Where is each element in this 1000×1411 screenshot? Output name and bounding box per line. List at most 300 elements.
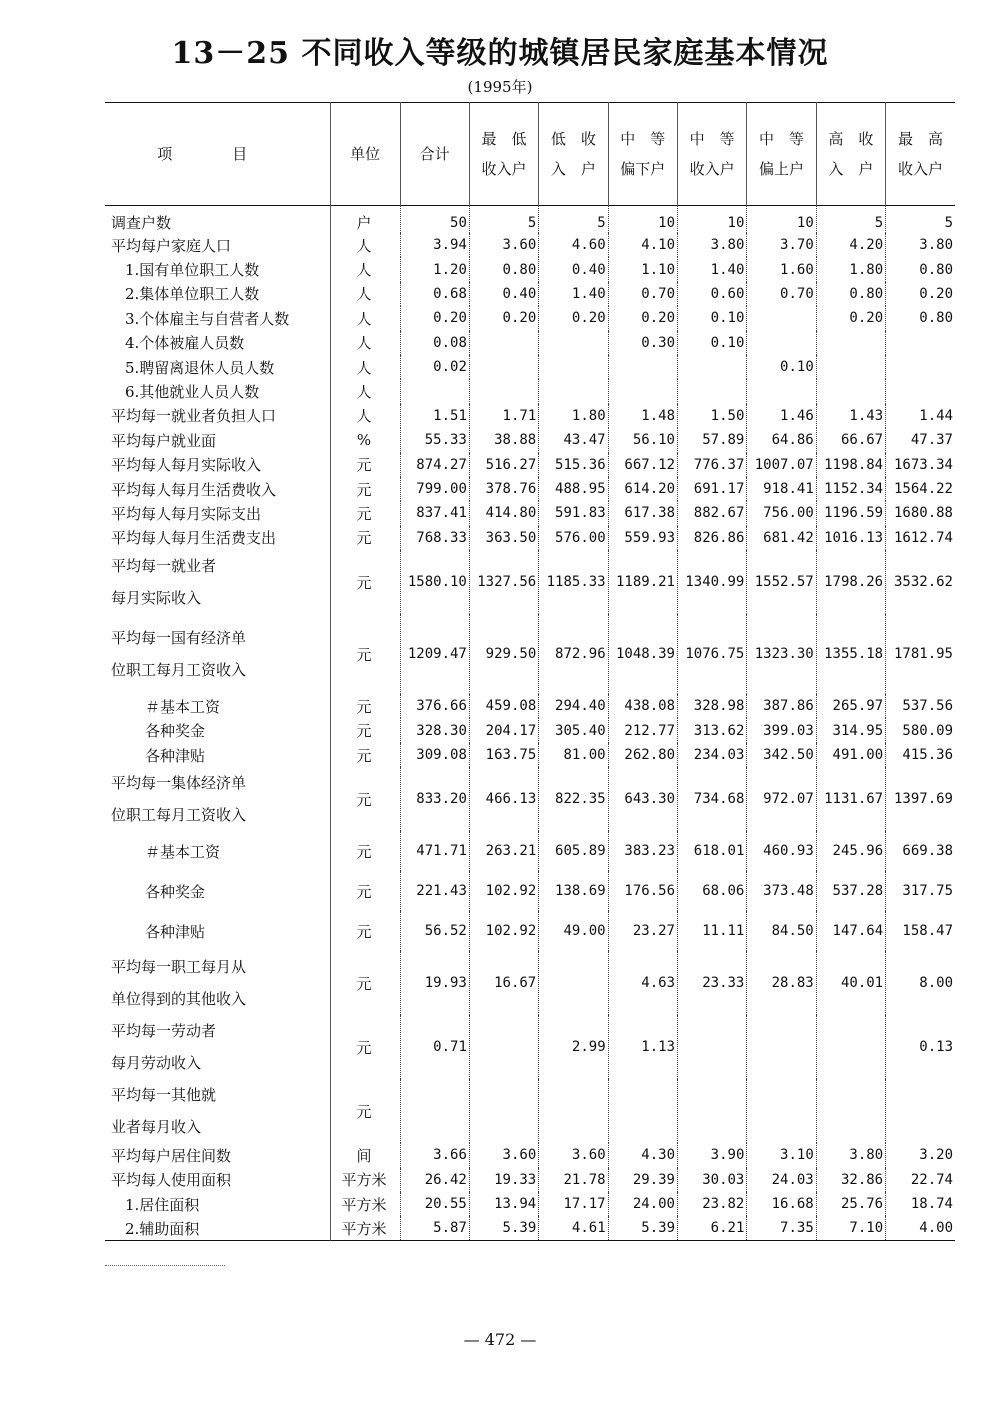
page-number: — 472 — — [463, 1330, 537, 1349]
row-unit: 平方米 — [330, 1168, 400, 1192]
value-cell: 1076.75 — [678, 614, 747, 694]
value-cell: 667.12 — [608, 453, 677, 477]
value-cell: 102.92 — [469, 871, 538, 911]
row-label: 平均每一劳动者 每月劳动收入 — [111, 1022, 217, 1073]
row-label: 平均每户家庭人口 — [111, 236, 232, 255]
value-cell: 19.93 — [400, 951, 469, 1015]
value-cell: 799.00 — [400, 477, 469, 501]
row-label: 平均每人每月生活费支出 — [111, 529, 277, 548]
value-cell: 221.43 — [400, 871, 469, 911]
value-cell: 50 — [400, 206, 469, 234]
value-cell: 537.28 — [816, 871, 885, 911]
value-cell — [608, 355, 677, 379]
value-cell: 309.08 — [400, 743, 469, 767]
row-label: 平均每一就业者负担人口 — [111, 407, 277, 426]
value-cell: 756.00 — [747, 501, 816, 525]
value-cell: 342.50 — [747, 743, 816, 767]
row-label: 各种奖金 — [145, 882, 206, 901]
value-cell: 0.70 — [608, 282, 677, 306]
value-cell: 1152.34 — [816, 477, 885, 501]
footnote-divider — [105, 1265, 225, 1266]
row-label: 4.个体被雇人员数 — [125, 334, 245, 353]
row-unit: 人 — [330, 355, 400, 379]
value-cell: 691.17 — [678, 477, 747, 501]
value-cell: 591.83 — [539, 501, 608, 525]
value-cell: 1397.69 — [886, 767, 955, 831]
value-cell: 605.89 — [539, 831, 608, 871]
row-unit: 元 — [330, 951, 400, 1015]
value-cell: 7.35 — [747, 1216, 816, 1240]
row-unit: 元 — [330, 550, 400, 614]
value-cell: 1323.30 — [747, 614, 816, 694]
value-cell: 245.96 — [816, 831, 885, 871]
header-col-6: 高 收 入 户 — [816, 103, 885, 206]
value-cell: 0.02 — [400, 355, 469, 379]
value-cell: 55.33 — [400, 428, 469, 452]
value-cell: 81.00 — [539, 743, 608, 767]
header-col-0: 合计 — [400, 103, 469, 206]
row-unit: 平方米 — [330, 1216, 400, 1240]
value-cell: 414.80 — [469, 501, 538, 525]
value-cell: 263.21 — [469, 831, 538, 871]
value-cell: 314.95 — [816, 718, 885, 742]
value-cell: 3.90 — [678, 1143, 747, 1167]
value-cell: 4.61 — [539, 1216, 608, 1240]
value-cell: 0.80 — [816, 282, 885, 306]
value-cell: 438.08 — [608, 694, 677, 718]
value-cell: 1564.22 — [886, 477, 955, 501]
value-cell: 1048.39 — [608, 614, 677, 694]
value-cell: 826.86 — [678, 526, 747, 550]
value-cell: 204.17 — [469, 718, 538, 742]
table-row — [105, 767, 955, 831]
row-label: 调查户数 — [111, 214, 172, 232]
value-cell: 26.42 — [400, 1168, 469, 1192]
value-cell: 387.86 — [747, 694, 816, 718]
value-cell: 0.10 — [678, 306, 747, 330]
value-cell: 0.71 — [400, 1015, 469, 1079]
value-cell: 399.03 — [747, 718, 816, 742]
value-cell — [469, 355, 538, 379]
row-unit: % — [330, 428, 400, 452]
value-cell — [816, 379, 885, 403]
value-cell — [747, 1079, 816, 1143]
value-cell — [747, 1015, 816, 1079]
value-cell: 515.36 — [539, 453, 608, 477]
value-cell: 2.99 — [539, 1015, 608, 1079]
value-cell: 4.10 — [608, 233, 677, 257]
value-cell: 10 — [678, 206, 747, 234]
value-cell: 317.75 — [886, 871, 955, 911]
table-row — [105, 911, 955, 951]
year-subtitle: (1995年) — [467, 78, 533, 96]
value-cell: 5.87 — [400, 1216, 469, 1240]
value-cell: 488.95 — [539, 477, 608, 501]
value-cell: 158.47 — [886, 911, 955, 951]
value-cell: 313.62 — [678, 718, 747, 742]
row-unit: 元 — [330, 718, 400, 742]
value-cell: 1680.88 — [886, 501, 955, 525]
value-cell: 3.60 — [469, 1143, 538, 1167]
value-cell — [400, 379, 469, 403]
row-unit: 元 — [330, 694, 400, 718]
value-cell: 833.20 — [400, 767, 469, 831]
value-cell: 1.43 — [816, 404, 885, 428]
value-cell: 0.80 — [469, 257, 538, 281]
table-row — [105, 331, 955, 355]
value-cell: 3.20 — [886, 1143, 955, 1167]
table-row — [105, 501, 955, 525]
value-cell: 17.17 — [539, 1192, 608, 1216]
row-label: 平均每一就业者 每月实际收入 — [111, 557, 217, 608]
value-cell: 3.94 — [400, 233, 469, 257]
value-cell: 43.47 — [539, 428, 608, 452]
value-cell: 4.20 — [816, 233, 885, 257]
value-cell: 29.39 — [608, 1168, 677, 1192]
row-unit: 人 — [330, 257, 400, 281]
value-cell — [539, 379, 608, 403]
row-unit: 元 — [330, 743, 400, 767]
value-cell: 363.50 — [469, 526, 538, 550]
row-unit: 元 — [330, 614, 400, 694]
value-cell: 0.08 — [400, 331, 469, 355]
value-cell: 1612.74 — [886, 526, 955, 550]
row-label: 1.国有单位职工人数 — [125, 261, 260, 280]
value-cell: 305.40 — [539, 718, 608, 742]
row-unit: 人 — [330, 233, 400, 257]
table-row — [105, 1079, 955, 1143]
value-cell: 516.27 — [469, 453, 538, 477]
value-cell: 147.64 — [816, 911, 885, 951]
row-unit: 人 — [330, 282, 400, 306]
value-cell — [678, 1015, 747, 1079]
value-cell: 617.38 — [608, 501, 677, 525]
value-cell — [400, 1079, 469, 1143]
value-cell — [469, 1015, 538, 1079]
value-cell: 776.37 — [678, 453, 747, 477]
value-cell: 643.30 — [608, 767, 677, 831]
value-cell: 16.67 — [469, 951, 538, 1015]
value-cell: 13.94 — [469, 1192, 538, 1216]
table-row — [105, 718, 955, 742]
value-cell: 1.80 — [816, 257, 885, 281]
value-cell: 0.10 — [747, 355, 816, 379]
row-label: 6.其他就业人员人数 — [125, 383, 260, 402]
data-table-container — [105, 102, 955, 1241]
value-cell: 0.80 — [886, 257, 955, 281]
row-label: 1.居住面积 — [125, 1195, 200, 1214]
value-cell: 56.52 — [400, 911, 469, 951]
row-label: 平均每人每月生活费收入 — [111, 480, 277, 499]
value-cell: 3.60 — [539, 1143, 608, 1167]
row-label: 各种津贴 — [145, 746, 206, 765]
value-cell: 559.93 — [608, 526, 677, 550]
row-unit: 元 — [330, 911, 400, 951]
value-cell: 3.70 — [747, 233, 816, 257]
row-unit: 人 — [330, 306, 400, 330]
table-row — [105, 831, 955, 871]
table-row — [105, 428, 955, 452]
row-label: 3.个体雇主与自营者人数 — [125, 309, 290, 328]
value-cell: 918.41 — [747, 477, 816, 501]
table-row — [105, 614, 955, 694]
value-cell: 4.00 — [886, 1216, 955, 1240]
value-cell: 0.10 — [678, 331, 747, 355]
value-cell: 64.86 — [747, 428, 816, 452]
value-cell: 23.82 — [678, 1192, 747, 1216]
value-cell: 16.68 — [747, 1192, 816, 1216]
row-label: 平均每一国有经济单 位职工每月工资收入 — [111, 629, 247, 680]
value-cell: 56.10 — [608, 428, 677, 452]
row-label: 2.集体单位职工人数 — [125, 285, 260, 304]
value-cell: 5 — [816, 206, 885, 234]
value-cell — [816, 331, 885, 355]
value-cell: 40.01 — [816, 951, 885, 1015]
value-cell: 25.76 — [816, 1192, 885, 1216]
value-cell: 0.30 — [608, 331, 677, 355]
row-unit: 元 — [330, 501, 400, 525]
table-row — [105, 257, 955, 281]
value-cell: 1798.26 — [816, 550, 885, 614]
value-cell: 1.20 — [400, 257, 469, 281]
value-cell: 1.71 — [469, 404, 538, 428]
row-unit: 人 — [330, 404, 400, 428]
table-row — [105, 1216, 955, 1240]
row-unit: 元 — [330, 526, 400, 550]
value-cell: 66.67 — [816, 428, 885, 452]
value-cell: 1.60 — [747, 257, 816, 281]
value-cell: 3532.62 — [886, 550, 955, 614]
table-row — [105, 233, 955, 257]
value-cell: 0.13 — [886, 1015, 955, 1079]
value-cell: 1340.99 — [678, 550, 747, 614]
value-cell: 0.20 — [400, 306, 469, 330]
row-unit: 元 — [330, 831, 400, 871]
value-cell: 471.71 — [400, 831, 469, 871]
value-cell: 0.20 — [469, 306, 538, 330]
value-cell: 212.77 — [608, 718, 677, 742]
table-row — [105, 1015, 955, 1079]
header-item: 项目 — [157, 145, 308, 163]
value-cell: 576.00 — [539, 526, 608, 550]
table-row — [105, 871, 955, 911]
row-unit: 元 — [330, 871, 400, 911]
value-cell — [469, 1079, 538, 1143]
table-row — [105, 743, 955, 767]
row-label: 平均每户就业面 — [111, 431, 217, 450]
row-label: 平均每一职工每月从 单位得到的其他收入 — [111, 958, 247, 1009]
value-cell: 24.03 — [747, 1168, 816, 1192]
table-row — [105, 1192, 955, 1216]
value-cell: 734.68 — [678, 767, 747, 831]
value-cell: 415.36 — [886, 743, 955, 767]
value-cell: 1196.59 — [816, 501, 885, 525]
value-cell: 373.48 — [747, 871, 816, 911]
value-cell — [886, 331, 955, 355]
value-cell: 537.56 — [886, 694, 955, 718]
value-cell: 4.63 — [608, 951, 677, 1015]
value-cell: 378.76 — [469, 477, 538, 501]
value-cell: 7.10 — [816, 1216, 885, 1240]
value-cell: 1.13 — [608, 1015, 677, 1079]
value-cell — [539, 355, 608, 379]
value-cell: 3.10 — [747, 1143, 816, 1167]
value-cell — [539, 1079, 608, 1143]
value-cell: 265.97 — [816, 694, 885, 718]
value-cell: 0.40 — [469, 282, 538, 306]
value-cell: 262.80 — [608, 743, 677, 767]
value-cell: 1552.57 — [747, 550, 816, 614]
value-cell: 1.80 — [539, 404, 608, 428]
income-level-table — [105, 102, 955, 1241]
value-cell: 84.50 — [747, 911, 816, 951]
value-cell: 383.23 — [608, 831, 677, 871]
value-cell: 1016.13 — [816, 526, 885, 550]
table-header — [105, 103, 955, 206]
value-cell: 1.48 — [608, 404, 677, 428]
value-cell: 3.80 — [678, 233, 747, 257]
table-row — [105, 694, 955, 718]
value-cell — [886, 379, 955, 403]
value-cell: 1131.67 — [816, 767, 885, 831]
value-cell — [539, 331, 608, 355]
value-cell: 23.33 — [678, 951, 747, 1015]
value-cell: 234.03 — [678, 743, 747, 767]
table-row — [105, 306, 955, 330]
row-label: 2.辅助面积 — [125, 1219, 200, 1238]
value-cell — [886, 355, 955, 379]
value-cell: 822.35 — [539, 767, 608, 831]
value-cell: 768.33 — [400, 526, 469, 550]
value-cell: 23.27 — [608, 911, 677, 951]
value-cell: 5.39 — [608, 1216, 677, 1240]
row-label: 平均每户居住间数 — [111, 1146, 232, 1165]
value-cell: 1189.21 — [608, 550, 677, 614]
row-label: 各种奖金 — [145, 722, 206, 741]
value-cell: 0.68 — [400, 282, 469, 306]
value-cell: 5 — [886, 206, 955, 234]
value-cell: 0.20 — [539, 306, 608, 330]
value-cell: 1.46 — [747, 404, 816, 428]
header-col-1: 最 低 收入户 — [469, 103, 538, 206]
page-title: 13－25 不同收入等级的城镇居民家庭基本情况 — [171, 36, 829, 71]
value-cell: 0.20 — [886, 282, 955, 306]
value-cell: 20.55 — [400, 1192, 469, 1216]
value-cell: 1580.10 — [400, 550, 469, 614]
value-cell: 1.10 — [608, 257, 677, 281]
row-unit: 间 — [330, 1143, 400, 1167]
value-cell — [469, 331, 538, 355]
header-unit: 单位 — [330, 103, 400, 206]
value-cell: 1.50 — [678, 404, 747, 428]
value-cell: 11.11 — [678, 911, 747, 951]
value-cell: 1781.95 — [886, 614, 955, 694]
value-cell: 102.92 — [469, 911, 538, 951]
value-cell — [539, 951, 608, 1015]
value-cell — [747, 306, 816, 330]
value-cell: 10 — [747, 206, 816, 234]
value-cell: 0.20 — [816, 306, 885, 330]
value-cell: 491.00 — [816, 743, 885, 767]
value-cell: 614.20 — [608, 477, 677, 501]
value-cell: 1.51 — [400, 404, 469, 428]
value-cell: 24.00 — [608, 1192, 677, 1216]
row-unit: 元 — [330, 767, 400, 831]
value-cell: 19.33 — [469, 1168, 538, 1192]
row-unit: 元 — [330, 477, 400, 501]
value-cell: 0.20 — [608, 306, 677, 330]
table-row — [105, 453, 955, 477]
value-cell: 3.60 — [469, 233, 538, 257]
row-label: 各种津贴 — [145, 922, 206, 941]
table-row — [105, 206, 955, 234]
value-cell: 0.70 — [747, 282, 816, 306]
table-row — [105, 1168, 955, 1192]
value-cell: 328.98 — [678, 694, 747, 718]
value-cell: 49.00 — [539, 911, 608, 951]
value-cell: 163.75 — [469, 743, 538, 767]
value-cell — [747, 379, 816, 403]
row-label: 平均每人使用面积 — [111, 1171, 232, 1190]
row-unit: 元 — [330, 1079, 400, 1143]
value-cell — [678, 355, 747, 379]
value-cell: 669.38 — [886, 831, 955, 871]
table-row — [105, 282, 955, 306]
value-cell: 18.74 — [886, 1192, 955, 1216]
value-cell: 21.78 — [539, 1168, 608, 1192]
value-cell: 4.60 — [539, 233, 608, 257]
value-cell — [816, 1079, 885, 1143]
value-cell: 176.56 — [608, 871, 677, 911]
table-row — [105, 951, 955, 1015]
value-cell: 294.40 — [539, 694, 608, 718]
table-row — [105, 477, 955, 501]
value-cell: 580.09 — [886, 718, 955, 742]
value-cell: 872.96 — [539, 614, 608, 694]
value-cell: 138.69 — [539, 871, 608, 911]
row-label: ＃基本工资 — [145, 842, 221, 861]
value-cell: 30.03 — [678, 1168, 747, 1192]
value-cell: 0.80 — [886, 306, 955, 330]
value-cell: 1198.84 — [816, 453, 885, 477]
value-cell: 882.67 — [678, 501, 747, 525]
table-row — [105, 550, 955, 614]
table-row — [105, 1143, 955, 1167]
header-col-3: 中 等 偏下户 — [608, 103, 677, 206]
value-cell: 47.37 — [886, 428, 955, 452]
value-cell — [816, 1015, 885, 1079]
value-cell: 1209.47 — [400, 614, 469, 694]
row-label: 平均每人每月实际收入 — [111, 456, 262, 475]
row-label: ＃基本工资 — [145, 697, 221, 716]
value-cell — [608, 1079, 677, 1143]
value-cell: 28.83 — [747, 951, 816, 1015]
header-col-5: 中 等 偏上户 — [747, 103, 816, 206]
value-cell: 3.80 — [816, 1143, 885, 1167]
header-col-7: 最 高 收入户 — [886, 103, 955, 206]
table-body — [105, 206, 955, 1241]
row-unit: 平方米 — [330, 1192, 400, 1216]
value-cell — [678, 379, 747, 403]
value-cell — [678, 1079, 747, 1143]
value-cell: 460.93 — [747, 831, 816, 871]
value-cell: 6.21 — [678, 1216, 747, 1240]
value-cell: 466.13 — [469, 767, 538, 831]
row-unit: 户 — [330, 206, 400, 234]
table-row — [105, 379, 955, 403]
value-cell — [816, 355, 885, 379]
value-cell: 1327.56 — [469, 550, 538, 614]
